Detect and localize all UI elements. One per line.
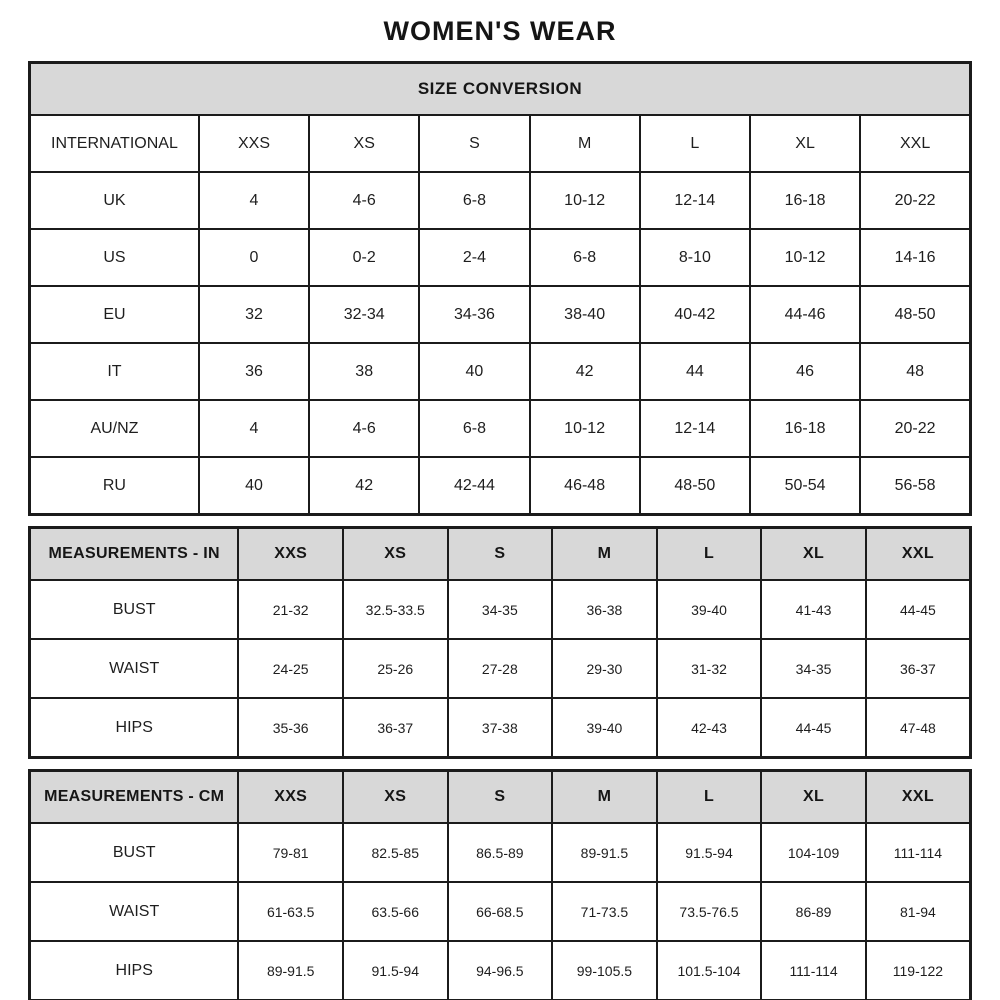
size-column-header: XL [761, 528, 866, 581]
value-cell: 2-4 [419, 229, 529, 286]
table-header-row [30, 528, 971, 581]
table-row [30, 698, 971, 758]
value-cell: 6-8 [530, 229, 640, 286]
value-cell: 0-2 [309, 229, 419, 286]
value-cell: 63.5-66 [343, 882, 448, 941]
table-row [30, 400, 971, 457]
value-cell: 4-6 [309, 172, 419, 229]
row-label: BUST [30, 580, 239, 639]
row-label: HIPS [30, 941, 239, 1000]
value-cell: 89-91.5 [552, 823, 657, 882]
value-cell: XL [750, 115, 860, 172]
size-column-header: XS [343, 771, 448, 824]
value-cell: 34-35 [761, 639, 866, 698]
value-cell: 41-43 [761, 580, 866, 639]
value-cell: 8-10 [640, 229, 750, 286]
value-cell: 86.5-89 [448, 823, 553, 882]
value-cell: 89-91.5 [238, 941, 343, 1000]
table-row [30, 823, 971, 882]
table-title: MEASUREMENTS - CM [30, 771, 239, 824]
table-row [30, 172, 971, 229]
value-cell: XXL [860, 115, 970, 172]
value-cell: 66-68.5 [448, 882, 553, 941]
value-cell: 0 [199, 229, 309, 286]
value-cell: 86-89 [761, 882, 866, 941]
value-cell: 50-54 [750, 457, 860, 515]
table-title: SIZE CONVERSION [30, 63, 971, 116]
value-cell: 29-30 [552, 639, 657, 698]
value-cell: 119-122 [866, 941, 971, 1000]
value-cell: L [640, 115, 750, 172]
table-row [30, 457, 971, 515]
value-cell: 91.5-94 [657, 823, 762, 882]
row-label: IT [30, 343, 199, 400]
value-cell: 104-109 [761, 823, 866, 882]
value-cell: 12-14 [640, 400, 750, 457]
row-label: WAIST [30, 882, 239, 941]
value-cell: 6-8 [419, 172, 529, 229]
size-column-header: XXS [238, 771, 343, 824]
size-column-header: XXL [866, 528, 971, 581]
value-cell: 39-40 [552, 698, 657, 758]
value-cell: 40-42 [640, 286, 750, 343]
value-cell: 10-12 [750, 229, 860, 286]
value-cell: 44 [640, 343, 750, 400]
value-cell: 48-50 [640, 457, 750, 515]
value-cell: 10-12 [530, 400, 640, 457]
row-label: WAIST [30, 639, 239, 698]
value-cell: 61-63.5 [238, 882, 343, 941]
value-cell: 14-16 [860, 229, 970, 286]
value-cell: 42 [309, 457, 419, 515]
value-cell: 35-36 [238, 698, 343, 758]
row-label: HIPS [30, 698, 239, 758]
row-label: AU/NZ [30, 400, 199, 457]
value-cell: M [530, 115, 640, 172]
value-cell: 6-8 [419, 400, 529, 457]
size-column-header: S [448, 528, 553, 581]
value-cell: 71-73.5 [552, 882, 657, 941]
value-cell: 36 [199, 343, 309, 400]
table-header-row [30, 63, 971, 116]
value-cell: XXS [199, 115, 309, 172]
size-column-header: XS [343, 528, 448, 581]
table-row [30, 941, 971, 1000]
size-column-header: M [552, 528, 657, 581]
value-cell: 79-81 [238, 823, 343, 882]
page-title: WOMEN'S WEAR [383, 16, 617, 46]
value-cell: 20-22 [860, 400, 970, 457]
measurements-in-table [28, 526, 972, 759]
row-label: BUST [30, 823, 239, 882]
value-cell: XS [309, 115, 419, 172]
value-cell: 44-45 [761, 698, 866, 758]
value-cell: 42-43 [657, 698, 762, 758]
value-cell: 20-22 [860, 172, 970, 229]
table-row [30, 580, 971, 639]
value-cell: 99-105.5 [552, 941, 657, 1000]
value-cell: 46-48 [530, 457, 640, 515]
table-row [30, 115, 971, 172]
row-label: INTERNATIONAL [30, 115, 199, 172]
table-row [30, 343, 971, 400]
size-column-header: L [657, 771, 762, 824]
value-cell: S [419, 115, 529, 172]
value-cell: 38-40 [530, 286, 640, 343]
value-cell: 34-35 [448, 580, 553, 639]
value-cell: 40 [419, 343, 529, 400]
value-cell: 36-37 [343, 698, 448, 758]
value-cell: 25-26 [343, 639, 448, 698]
table-title: MEASUREMENTS - IN [30, 528, 239, 581]
value-cell: 73.5-76.5 [657, 882, 762, 941]
value-cell: 47-48 [866, 698, 971, 758]
value-cell: 34-36 [419, 286, 529, 343]
value-cell: 21-32 [238, 580, 343, 639]
value-cell: 31-32 [657, 639, 762, 698]
value-cell: 48 [860, 343, 970, 400]
value-cell: 4 [199, 172, 309, 229]
value-cell: 94-96.5 [448, 941, 553, 1000]
value-cell: 4 [199, 400, 309, 457]
row-label: UK [30, 172, 199, 229]
value-cell: 27-28 [448, 639, 553, 698]
value-cell: 36-38 [552, 580, 657, 639]
table-row [30, 639, 971, 698]
size-column-header: L [657, 528, 762, 581]
value-cell: 32-34 [309, 286, 419, 343]
size-column-header: XXL [866, 771, 971, 824]
row-label: EU [30, 286, 199, 343]
value-cell: 42-44 [419, 457, 529, 515]
row-label: US [30, 229, 199, 286]
size-column-header: XL [761, 771, 866, 824]
value-cell: 81-94 [866, 882, 971, 941]
size-column-header: M [552, 771, 657, 824]
value-cell: 39-40 [657, 580, 762, 639]
value-cell: 44-46 [750, 286, 860, 343]
value-cell: 32 [199, 286, 309, 343]
value-cell: 16-18 [750, 172, 860, 229]
measurements-cm-table [28, 769, 972, 1000]
size-conversion-table [28, 61, 972, 516]
value-cell: 24-25 [238, 639, 343, 698]
value-cell: 111-114 [866, 823, 971, 882]
value-cell: 44-45 [866, 580, 971, 639]
value-cell: 42 [530, 343, 640, 400]
table-header-row [30, 771, 971, 824]
value-cell: 40 [199, 457, 309, 515]
value-cell: 56-58 [860, 457, 970, 515]
table-row [30, 229, 971, 286]
table-row [30, 286, 971, 343]
value-cell: 111-114 [761, 941, 866, 1000]
value-cell: 10-12 [530, 172, 640, 229]
value-cell: 91.5-94 [343, 941, 448, 1000]
size-column-header: XXS [238, 528, 343, 581]
value-cell: 46 [750, 343, 860, 400]
value-cell: 12-14 [640, 172, 750, 229]
table-row [30, 882, 971, 941]
value-cell: 38 [309, 343, 419, 400]
value-cell: 82.5-85 [343, 823, 448, 882]
value-cell: 36-37 [866, 639, 971, 698]
value-cell: 4-6 [309, 400, 419, 457]
value-cell: 101.5-104 [657, 941, 762, 1000]
value-cell: 37-38 [448, 698, 553, 758]
row-label: RU [30, 457, 199, 515]
value-cell: 48-50 [860, 286, 970, 343]
size-column-header: S [448, 771, 553, 824]
value-cell: 16-18 [750, 400, 860, 457]
value-cell: 32.5-33.5 [343, 580, 448, 639]
